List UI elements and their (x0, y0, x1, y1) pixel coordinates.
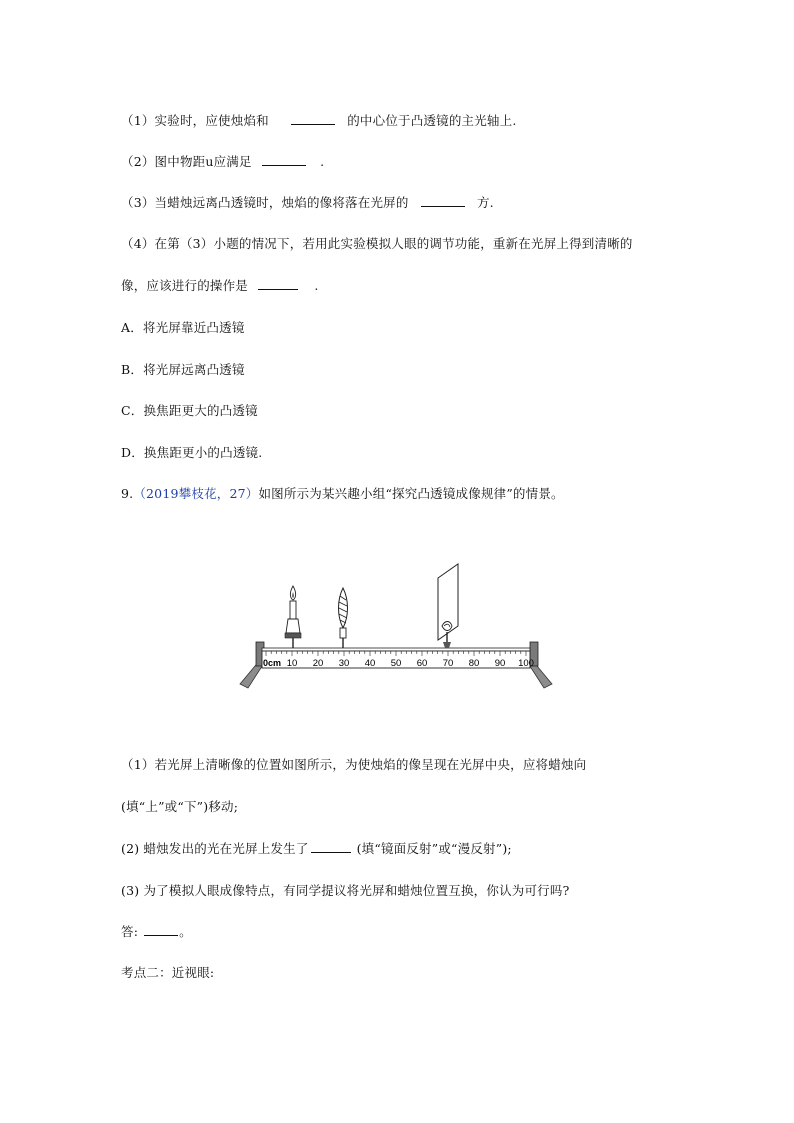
light-screen (438, 564, 458, 648)
answer-blank[interactable] (311, 851, 351, 853)
ruler-tick-label: 50 (390, 658, 402, 669)
ruler-tick-label: 30 (338, 658, 350, 669)
option-c[interactable]: C．换焦距更大的凸透镜 (121, 403, 258, 418)
q9-sub2: (2) 蜡烛发出的光在光屏上发生了 (填“镜面反射”或“漫反射”); (121, 841, 512, 856)
ruler (262, 648, 534, 669)
q8-sub1: （1）实验时，应使烛焰和 的中心位于凸透镜的主光轴上. (121, 113, 517, 128)
ruler-tick-label: 40 (364, 658, 376, 669)
optical-bench-diagram (236, 560, 556, 690)
ruler-tick-label: 90 (494, 658, 506, 669)
option-d[interactable]: D．换焦距更小的凸透镜. (121, 445, 263, 460)
ruler-tick-label: 10 (286, 658, 298, 669)
section-heading: 考点二：近视眼: (121, 965, 215, 980)
q9-answer: 答: 。 (121, 924, 192, 939)
q8-sub2: （2）图中物距u应满足 . (121, 154, 325, 169)
answer-blank[interactable] (291, 123, 335, 125)
ruler-unit-label: 0cm (263, 658, 282, 668)
candle (285, 586, 301, 648)
answer-blank[interactable] (262, 164, 306, 166)
q8-sub3: （3）当蜡烛远离凸透镜时，烛焰的像将落在光屏的 方. (121, 195, 494, 210)
q8-sub4-cont: 像，应该进行的操作是 . (121, 278, 319, 293)
q9-sub1-cont: (填“上”或“下”)移动; (121, 799, 239, 814)
ruler-tick-label: 100 (518, 658, 534, 669)
answer-blank[interactable] (421, 205, 465, 207)
q9-sub3: (3) 为了模拟人眼成像特点，有同学提议将光屏和蜡烛位置互换，你认为可行吗? (121, 883, 570, 898)
ruler-tick-label: 20 (312, 658, 324, 669)
answer-blank[interactable] (144, 934, 178, 936)
convex-lens (339, 588, 348, 648)
option-a[interactable]: A．将光屏靠近凸透镜 (121, 320, 245, 335)
ruler-tick-label: 80 (468, 658, 480, 669)
option-b[interactable]: B．将光屏远离凸透镜 (121, 362, 245, 377)
answer-blank[interactable] (258, 288, 298, 290)
q8-sub4: （4）在第（3）小题的情况下，若用此实验模拟人眼的调节功能，重新在光屏上得到清晰的 (121, 236, 633, 251)
ruler-tick-label: 70 (442, 658, 454, 669)
q9-stem: 9.（2019攀枝花，27）如图所示为某兴趣小组“探究凸透镜成像规律”的情景。 (121, 486, 564, 501)
q9-sub1: （1）若光屏上清晰像的位置如图所示，为使烛焰的像呈现在光屏中央，应将蜡烛向 (121, 757, 587, 772)
ruler-tick-label: 60 (416, 658, 428, 669)
question-source: （2019攀枝花，27） (133, 486, 259, 501)
